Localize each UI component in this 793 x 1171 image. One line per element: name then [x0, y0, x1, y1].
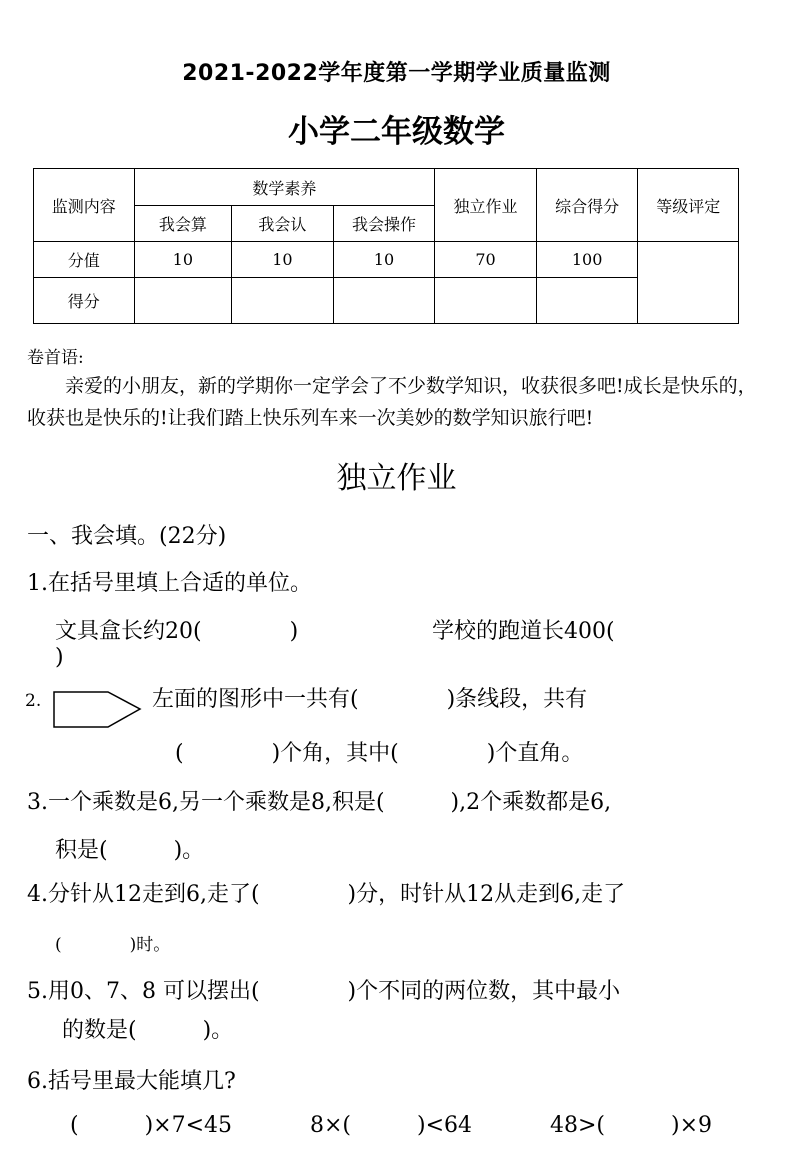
score-cell[interactable]	[536, 278, 638, 324]
value-cell: 70	[435, 242, 537, 278]
question-6c: 48>( )×9	[550, 1113, 713, 1138]
value-cell: 10	[232, 242, 334, 278]
exam-title: 2021-2022学年度第一学期学业质量监测	[182, 61, 611, 86]
group-header: 数学素养	[134, 169, 435, 206]
sub-col-recognize: 我会认	[232, 206, 334, 242]
col-total-header: 综合得分	[536, 169, 638, 242]
score-table	[33, 168, 739, 324]
question-1b-close: )	[55, 645, 64, 670]
score-cell[interactable]	[333, 278, 435, 324]
score-cell[interactable]	[232, 278, 334, 324]
intro-text: 亲爱的小朋友，新的学期你一定学会了不少数学知识，收获很多吧!成长是快乐的，收获也是快乐的!让我们踏上快乐列车来一次美妙的数学知识旅行吧!	[27, 375, 757, 429]
question-4-line2: ( )时。	[55, 935, 171, 955]
value-cell: 10	[333, 242, 435, 278]
sub-col-operate: 我会操作	[333, 206, 435, 242]
exam-subtitle: 小学二年级数学	[288, 114, 505, 150]
question-1a: 文具盒长约20( )	[55, 619, 299, 644]
question-6: 6.括号里最大能填几?	[27, 1069, 236, 1094]
question-5-line2: 的数是( )。	[62, 1018, 234, 1043]
question-3-line1: 3.一个乘数是6,另一个乘数是8,积是( ),2个乘数都是6,	[27, 790, 612, 815]
sub-col-calc: 我会算	[134, 206, 232, 242]
row-score-label: 得分	[34, 278, 135, 324]
question-2-line1: 左面的图形中一共有( )条线段，共有	[152, 687, 588, 712]
question-4-line1: 4.分针从12走到6,走了( )分，时针从12从走到6,走了	[27, 882, 626, 907]
score-cell[interactable]	[134, 278, 232, 324]
value-cell: 100	[536, 242, 638, 278]
section-title: 独立作业	[336, 461, 457, 496]
row-value-label: 分值	[34, 242, 135, 278]
intro-label: 卷首语:	[27, 348, 84, 368]
pentagon-shape-icon	[52, 690, 144, 730]
part-one-heading: 一、我会填。(22分)	[27, 524, 227, 549]
col-independent-header: 独立作业	[435, 169, 537, 242]
question-6b: 8×( )<64	[310, 1113, 473, 1138]
question-3-line2: 积是( )。	[55, 838, 205, 863]
col-content-header: 监测内容	[34, 169, 135, 242]
grade-cell[interactable]	[638, 242, 739, 324]
score-cell[interactable]	[435, 278, 537, 324]
col-grade-header: 等级评定	[638, 169, 739, 242]
question-6a: ( )×7<45	[70, 1113, 233, 1138]
question-1: 1.在括号里填上合适的单位。	[27, 571, 312, 596]
question-1b: 学校的跑道长400(	[432, 619, 615, 644]
question-5-line1: 5.用0、7、8 可以摆出( )个不同的两位数，其中最小	[27, 979, 621, 1004]
question-2-line2: ( )个角，其中( )个直角。	[175, 741, 584, 766]
question-2-number: 2.	[25, 691, 42, 711]
value-cell: 10	[134, 242, 232, 278]
